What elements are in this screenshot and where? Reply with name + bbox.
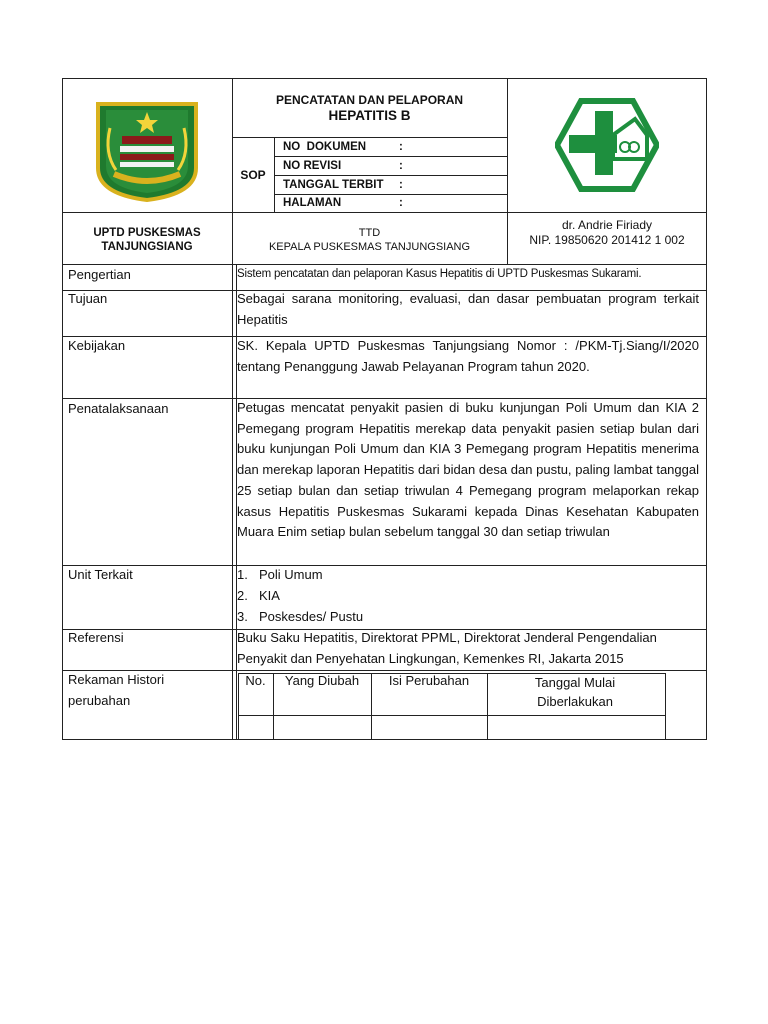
sop-divider: [274, 137, 275, 213]
meta-key-tanggal-terbit: TANGGAL TERBIT: [283, 179, 384, 191]
history-col-divider: [487, 673, 488, 740]
meta-divider: [274, 194, 507, 195]
list-item: [237, 606, 699, 627]
ttd-role: KEPALA PUSKESMAS TANJUNGSIANG: [268, 241, 471, 253]
sop-label: SOP: [240, 168, 266, 182]
label-unit-terkait: Unit Terkait: [68, 567, 133, 582]
list-item: [237, 585, 699, 606]
ttd-label: TTD: [358, 227, 381, 239]
signer-info: [507, 218, 707, 248]
row-divider: [62, 212, 707, 213]
rekaman-label-line-1: Rekaman Histori: [68, 672, 165, 687]
list-number: 1.: [237, 567, 248, 582]
rekaman-label-line-2: perubahan: [68, 693, 131, 708]
meta-colon: :: [399, 141, 403, 153]
label-pengertian: Pengertian: [68, 267, 131, 282]
text-tujuan: Sebagai sarana monitoring, evaluasi, dan dasar pembuatan program terkait Hepatitis: [237, 291, 699, 327]
list-text: Poskesdes/ Pustu: [259, 609, 364, 624]
unit-terkait-list: [237, 564, 699, 627]
label-tujuan: Tujuan: [68, 291, 108, 306]
signer-nip: NIP. 19850620 201412 1 002: [529, 233, 685, 247]
label-col-divider: [232, 264, 233, 740]
history-header-isi-perubahan: Isi Perubahan: [388, 673, 470, 688]
text-referensi: Buku Saku Hepatitis, Direktorat PPML, Direktorat Jenderal Pengendalian Penyakit dan Penyehatan Lingkungan, Kemenkes RI, Jakarta 2015: [237, 630, 657, 666]
label-penatalaksanaan: Penatalaksanaan: [68, 401, 169, 416]
label-kebijakan: Kebijakan: [68, 338, 126, 353]
org-line-2: TANJUNGSIANG: [101, 241, 193, 253]
text-kebijakan: SK. Kepala UPTD Puskesmas Tanjungsiang Nomor : /PKM-Tj.Siang/I/2020 tentang Penanggung Jawab Pelayanan Program tahun 2020.: [237, 338, 699, 374]
label-referensi: Referensi: [68, 630, 124, 645]
meta-colon: :: [399, 197, 403, 209]
list-number: 3.: [237, 609, 248, 624]
regency-emblem-logo: [92, 98, 202, 202]
list-number: 2.: [237, 588, 248, 603]
list-text: KIA: [259, 588, 280, 603]
meta-divider: [274, 175, 507, 176]
puskesmas-logo: [555, 97, 659, 193]
signature-block: [232, 226, 507, 254]
history-table-divider: [238, 715, 666, 716]
meta-divider: [274, 156, 507, 157]
list-item: [237, 564, 699, 585]
history-header-no: No.: [245, 673, 266, 688]
document-title: [232, 93, 507, 123]
organization-name: [62, 226, 232, 254]
signer-name: dr. Andrie Firiady: [561, 218, 653, 232]
text-penatalaksanaan: Petugas mencatat penyakit pasien di buku kunjungan Poli Umum dan KIA 2 Pemegang program Hepatitis merekap data penyakit pasien setiap bulan dari buku kunjungan Poli Umum dan KIA 3 Pemegang program Hepatitis menerima dan merekap laporan Hepatitis dari bidan desa dan pustu, paling lambat tanggal 25 setiap bulan dan setiap triwulan 4 Pemegang program melaporkan rekap kasus Hepatitis Puskesmas Sukarami kepada Dinas Kesehatan Kabupaten Muara Enim setiap bulan sebelum tanggal 30 dan setiap triwulan: [237, 400, 699, 540]
org-line-1: UPTD PUSKESMAS: [93, 227, 201, 239]
history-header-tanggal: Tanggal Mulai Diberlakukan: [534, 675, 616, 709]
list-text: Poli Umum: [259, 567, 323, 582]
meta-key-no-revisi: NO REVISI: [283, 160, 342, 172]
meta-key-halaman: HALAMAN: [283, 197, 342, 209]
text-pengertian: Sistem pencatatan dan pelaporan Kasus Hepatitis di UPTD Puskesmas Sukarami.: [237, 268, 642, 280]
label-rekaman-histori: [68, 669, 164, 711]
title-line-2: HEPATITIS B: [328, 108, 411, 123]
meta-colon: :: [399, 160, 403, 172]
title-line-1: PENCATATAN DAN PELAPORAN: [275, 93, 464, 107]
meta-colon: :: [399, 179, 403, 191]
meta-key-no-dokumen: NO DOKUMEN: [283, 141, 367, 153]
history-header-yang-diubah: Yang Diubah: [284, 673, 360, 688]
